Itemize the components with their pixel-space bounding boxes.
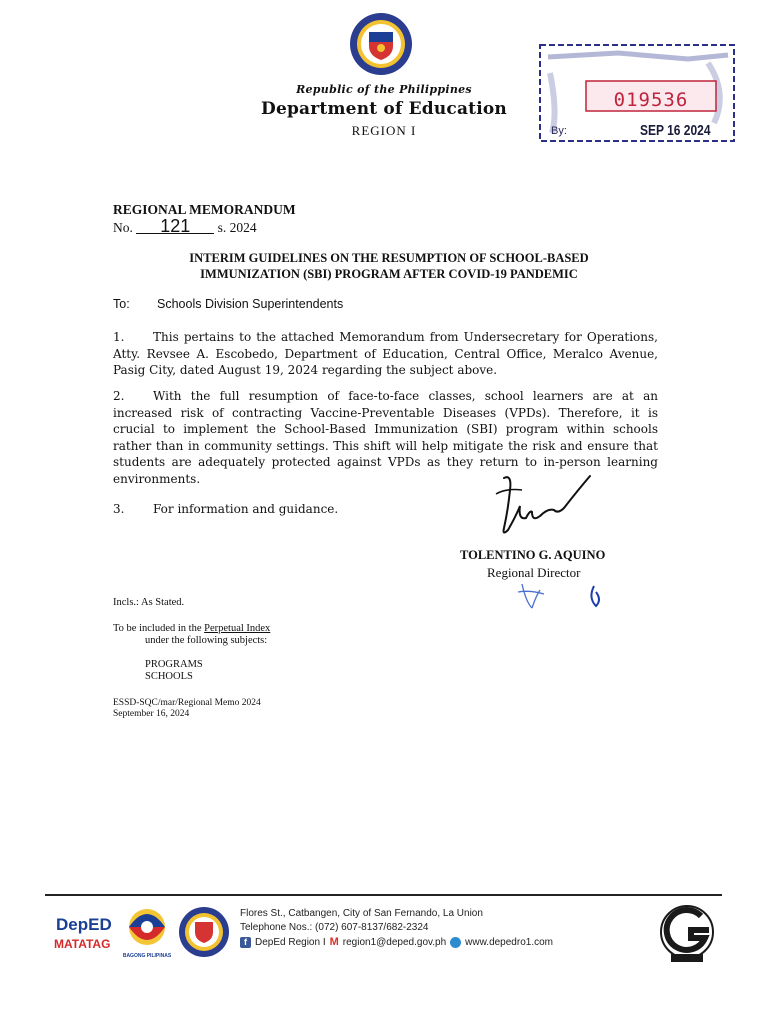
memo-no-label: No. — [113, 220, 133, 235]
facebook-page[interactable]: DepEd Region I — [255, 936, 326, 948]
memo-series: s. 2024 — [217, 220, 257, 235]
signatory-name: TOLENTINO G. AQUINO — [460, 548, 606, 562]
memo-title — [100, 250, 678, 282]
paragraph-text: This pertains to the attached Memorandum from Undersecretary for Operations, Atty. Revsee A. Escobedo, Department of Education, Central Office, Meralco Avenue, Pasig City, dated August 19, 2024 regarding the subject above. — [113, 330, 658, 377]
paragraph-text: For information and guidance. — [153, 502, 339, 516]
department-heading: Department of Education — [261, 99, 507, 119]
to-label: To: — [113, 297, 130, 311]
mail-icon: M — [329, 936, 339, 948]
perpetual-index-note — [113, 623, 270, 634]
republic-heading: Republic of the Philippines — [296, 83, 472, 96]
stamp-receipt-number: 019536 — [613, 89, 689, 111]
footer-telephone: Telephone Nos.: (072) 607-8137/682-2324 — [240, 922, 429, 933]
paragraph-number: 3. — [113, 502, 125, 516]
stamp-by-label: By: — [551, 125, 567, 137]
paragraph-text: With the full resumption of face-to-face classes, school learners are at an increased risk of contracting Vaccine-Preventable Diseases (VPDs). Therefore, it is crucial to implement the School-Based Immunization (SBI) program within schools rather than in community settings. This shift will help mitigate the risk and ensure that students are adequately protected against VPDs as they return to in-person learning environments. — [113, 389, 658, 486]
perpetual-subjects-note: under the following subjects: — [145, 635, 268, 646]
enclosures-note: Incls.: As Stated. — [113, 597, 185, 608]
reference-code: ESSD-SQC/mar/Regional Memo 2024 — [113, 698, 261, 708]
footer-contacts — [240, 936, 553, 948]
subject-item: SCHOOLS — [145, 671, 193, 682]
memo-title-line-2: IMMUNIZATION (SBI) PROGRAM AFTER COVID-19 PANDEMIC — [200, 267, 578, 281]
stamp-date: SEP 16 2024 — [640, 122, 711, 139]
blue-ink-initials — [510, 578, 610, 614]
subject-item: PROGRAMS — [145, 659, 203, 670]
perpetual-prefix: To be included in the — [113, 623, 205, 634]
globe-icon — [450, 937, 461, 948]
handwritten-signature — [482, 470, 592, 540]
paragraph-1 — [113, 329, 658, 379]
region-heading: REGION I — [351, 123, 417, 138]
department-of-education-seal — [178, 906, 230, 958]
bagong-logo-text: BAGONG PILIPINAS — [122, 953, 172, 959]
matatag-logo-text: MATATAG — [54, 937, 111, 951]
website-link[interactable]: www.depedro1.com — [465, 936, 553, 948]
perpetual-index-link: Perpetual Index — [204, 623, 271, 634]
signatory-title: Regional Director — [487, 565, 581, 580]
iso-certification-logo — [657, 902, 717, 966]
bagong-pilipinas-logo — [120, 903, 174, 961]
paragraph-number: 1. — [113, 330, 125, 344]
memo-number: 121 — [136, 219, 214, 234]
footer-divider — [45, 894, 722, 896]
deped-seal-logo — [349, 12, 413, 76]
footer-address: Flores St., Catbangen, City of San Fernando, La Union — [240, 908, 483, 919]
deped-matatag-logo — [52, 912, 118, 956]
facebook-icon: f — [240, 937, 251, 948]
deped-logo-text: DepED — [56, 915, 112, 934]
memo-type-label: REGIONAL MEMORANDUM — [113, 202, 296, 217]
email-address[interactable]: region1@deped.gov.ph — [342, 936, 447, 948]
memo-number-line — [113, 216, 257, 236]
memo-title-line-1: INTERIM GUIDELINES ON THE RESUMPTION OF SCHOOL-BASED — [189, 251, 589, 265]
paragraph-number: 2. — [113, 389, 125, 403]
reference-date: September 16, 2024 — [113, 709, 190, 719]
to-recipient: Schools Division Superintendents — [157, 297, 344, 311]
